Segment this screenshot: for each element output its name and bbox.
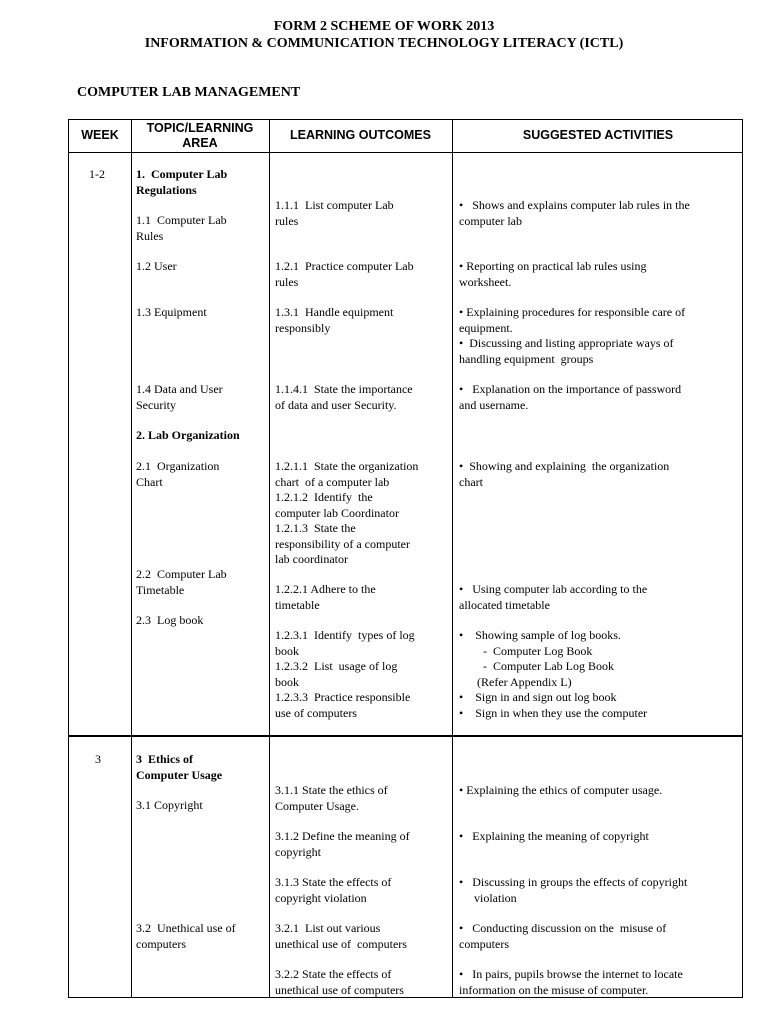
column-header-activities: SUGGESTED ACTIVITIES [522, 128, 674, 142]
topic-item: 2.2 Computer Lab Timetable [136, 567, 227, 597]
week-cell: 1-2 [89, 167, 105, 181]
outcome-item: 1.2.2.1 Adhere to the timetable [275, 582, 376, 612]
column-divider [269, 120, 270, 997]
topic-item: 2.1 Organization Chart [136, 459, 220, 489]
outcome-item: 3.1.2 Define the meaning of copyright [275, 829, 410, 859]
topic-item: 2.3 Log book [136, 613, 204, 627]
document-subtitle: INFORMATION & COMMUNICATION TECHNOLOGY LITERACY (ICTL) [144, 36, 624, 51]
activity-item: • Explaining the ethics of computer usage. [459, 783, 663, 797]
activity-item: • Conducting discussion on the misuse of computers [459, 921, 667, 951]
column-header-topic: TOPIC/LEARNING AREA [146, 121, 254, 150]
week-cell: 3 [95, 752, 101, 766]
scheme-table [68, 119, 743, 998]
activity-item: • Showing sample of log books. - Computer Log Book - Computer Lab Log Book (Refer Appendix L) • Sign in and sign out log book • Sign in when they use the computer [459, 628, 648, 720]
outcome-item: 3.2.1 List out various unethical use of computers [275, 921, 407, 951]
outcome-item: 1.2.3.1 Identify types of log book 1.2.3.2 List usage of log book 1.2.3.3 Practice responsible use of computers [275, 628, 415, 720]
activity-item: • Explanation on the importance of password and username. [459, 382, 682, 412]
activity-item: • Explaining the meaning of copyright [459, 829, 649, 843]
outcome-item: 3.1.1 State the ethics of Computer Usage. [275, 783, 388, 813]
topic-item: 1.1 Computer Lab Rules [136, 213, 227, 243]
row-divider [69, 735, 742, 737]
column-header-week: WEEK [81, 128, 119, 142]
outcome-item: 1.2.1.1 State the organization chart of a computer lab 1.2.1.2 Identify the computer lab Coordinator 1.2.1.3 State the responsibility of a computer lab coordinator [275, 459, 419, 566]
outcome-item: 3.2.2 State the effects of unethical use of computers [275, 967, 404, 997]
topic-item: 3.2 Unethical use of computers [136, 921, 236, 951]
outcome-item: 1.2.1 Practice computer Lab rules [275, 259, 414, 289]
outcome-item: 1.1.4.1 State the importance of data and user Security. [275, 382, 413, 412]
column-header-outcomes: LEARNING OUTCOMES [290, 128, 431, 142]
document-title: FORM 2 SCHEME OF WORK 2013 [273, 19, 495, 34]
topic-item: 1.3 Equipment [136, 305, 207, 319]
outcome-item: 1.1.1 List computer Lab rules [275, 198, 394, 228]
column-divider [131, 120, 132, 997]
activity-item: • Discussing in groups the effects of copyright violation [459, 875, 688, 905]
topic-item: 1.4 Data and User Security [136, 382, 223, 412]
topic-heading: 2. Lab Organization [136, 428, 240, 442]
activity-item: • Showing and explaining the organization chart [459, 459, 670, 489]
activity-item: • In pairs, pupils browse the internet to locate information on the misuse of computer. [459, 967, 683, 997]
activity-item: • Using computer lab according to the allocated timetable [459, 582, 648, 612]
section-heading: COMPUTER LAB MANAGEMENT [77, 85, 301, 100]
header-row-divider [69, 152, 742, 153]
outcome-item: 3.1.3 State the effects of copyright violation [275, 875, 392, 905]
outcome-item: 1.3.1 Handle equipment responsibly [275, 305, 394, 335]
activity-item: • Reporting on practical lab rules using worksheet. [459, 259, 647, 289]
activity-item: • Shows and explains computer lab rules in the computer lab [459, 198, 690, 228]
topic-heading: 3 Ethics of Computer Usage [136, 752, 223, 782]
topic-item: 1.2 User [136, 259, 177, 273]
topic-item: 3.1 Copyright [136, 798, 203, 812]
topic-heading: 1. Computer Lab Regulations [136, 167, 228, 197]
column-divider [452, 120, 453, 997]
activity-item: • Explaining procedures for responsible care of equipment. • Discussing and listing appropriate ways of handling equipment groups [459, 305, 686, 366]
